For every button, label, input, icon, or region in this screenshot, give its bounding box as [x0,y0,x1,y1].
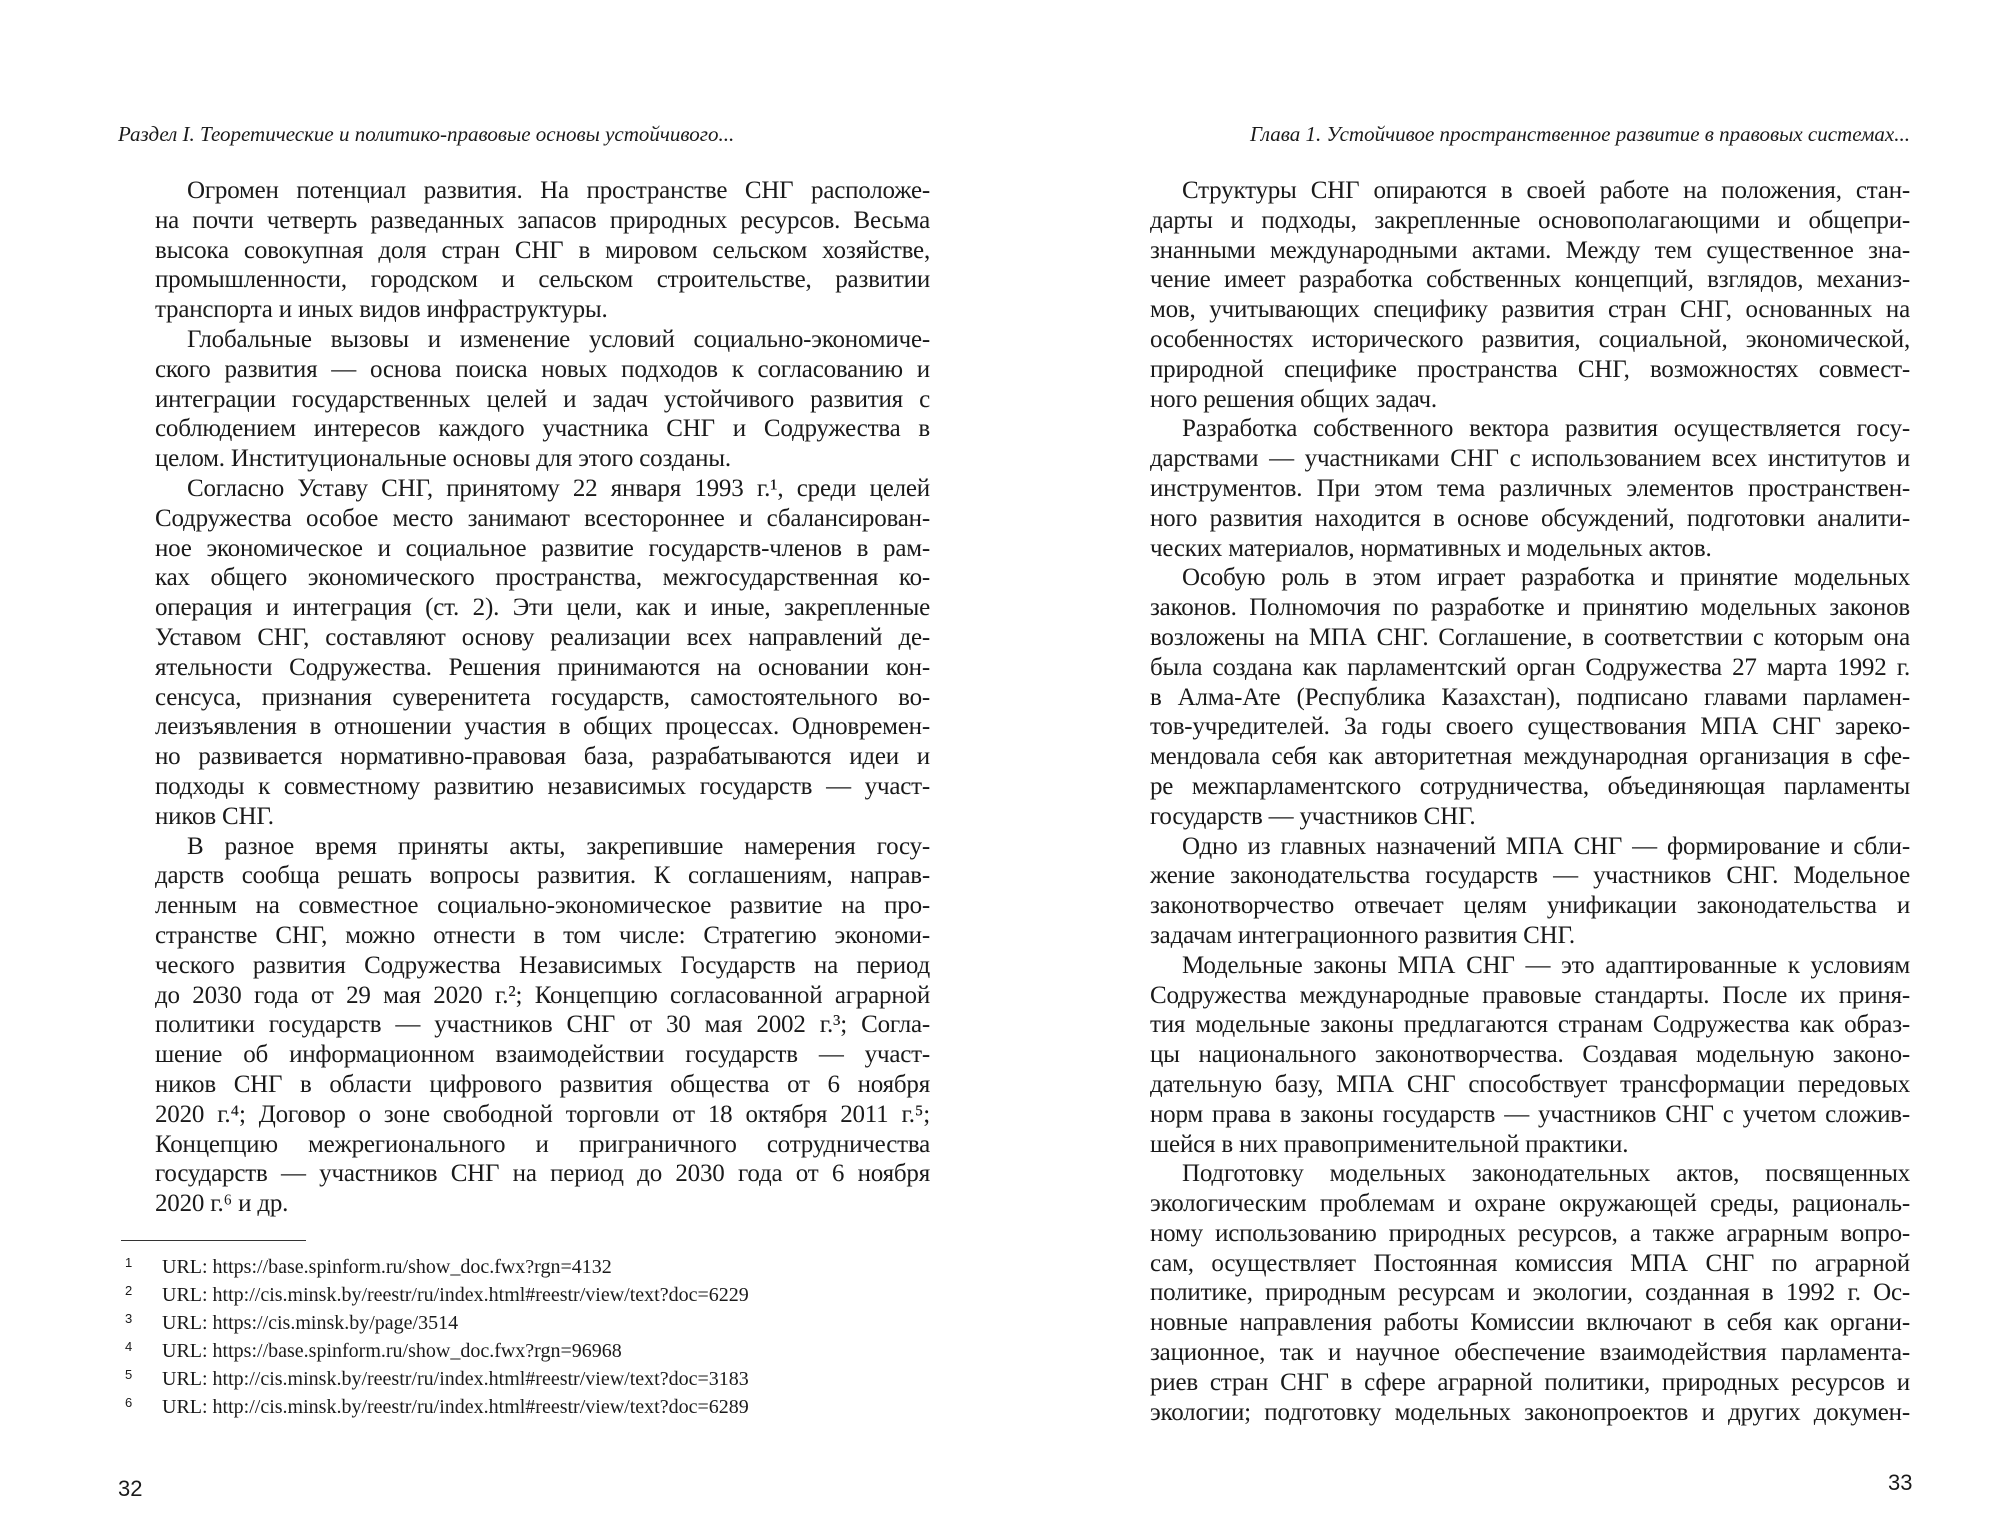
footnote-url: URL: https://base.spinform.ru/show_doc.fwx?rgn=4132 [162,1256,612,1278]
footnote-number: 2 [125,1283,133,1298]
footnote-number: 5 [125,1367,133,1382]
text-line: инструментов. При этом тема различных элементов пространствен- [1150,474,1910,502]
text-line: экологии; подготовку модельных законопроектов и других докумен- [1150,1398,1910,1426]
text-line: государств — участников СНГ на период до 2030 года от 6 ноября [155,1160,930,1188]
footnote-number: 3 [125,1311,133,1326]
text-line: интеграции государственных целей и задач устойчивого развития с [155,385,930,413]
footnote [125,1253,749,1281]
footnote [125,1309,749,1337]
text-line: экологическим проблемам и охране окружающей среды, рациональ- [1150,1190,1910,1218]
text-line: Особую роль в этом играет разработка и принятие модельных [1182,564,1910,592]
text-line: политики государств — участников СНГ от 30 мая 2002 г.³; Согла- [155,1011,930,1039]
text-line: 2020 г.⁴; Договор о зоне свободной торговли от 18 октября 2011 г.⁵; [155,1100,930,1128]
text-line: цы национального законотворчества. Создавая модельную законо- [1150,1041,1910,1069]
text-line: Содружества международные правовые стандарты. После их приня- [1150,981,1910,1009]
footnote-number: 4 [125,1339,133,1354]
footnote-url: URL: http://cis.minsk.by/reestr/ru/index.html#reestr/view/text?doc=6229 [162,1284,749,1306]
footnote-url: URL: http://cis.minsk.by/reestr/ru/index.html#reestr/view/text?doc=6289 [162,1396,749,1418]
body-text [1150,176,1910,1427]
text-line: знанными международными актами. Между тем существенное зна- [1150,236,1910,264]
footnote-url: URL: https://base.spinform.ru/show_doc.fwx?rgn=96968 [162,1340,622,1362]
text-line: ного решения общих задач. [1150,385,1437,413]
running-header: Глава 1. Устойчивое пространственное развитие в правовых системах... [1250,122,1910,146]
text-line: ного развития находится в основе обсуждений, подготовки аналити- [1150,504,1910,532]
text-line: Модельные законы МПА СНГ — это адаптированные к условиям [1182,951,1910,979]
text-line: особенностях исторического развития, социальной, экономической, [1150,325,1910,353]
text-line: в Алма-Ате (Республика Казахстан), подписано главами парламен- [1150,683,1910,711]
page-number: 33 [1888,1470,1913,1495]
text-line: законотворчество отвечает целям унификации законодательства и [1150,892,1910,920]
text-line: зационное, так и научное обеспечение взаимодействия парламента- [1150,1339,1910,1367]
running-header: Раздел I. Теоретические и политико-правовые основы устойчивого... [118,122,735,146]
text-line: но развивается нормативно-правовая база, разрабатываются идеи и [155,743,930,771]
text-line: операция и интеграция (ст. 2). Эти цели, как и иные, закрепленные [155,594,930,622]
text-line: тов-учредителей. За годы своего существования МПА СНГ зареко- [1150,713,1910,741]
body-text [155,176,930,1219]
paragraph [1150,951,1910,1160]
text-line: тия модельные законы предлагаются странам Содружества как образ- [1150,1011,1910,1039]
text-line: подходы к совместному развитию независимых государств — участ- [155,772,930,800]
text-line: ленным на совместное социально-экономическое развитие на про- [155,892,930,920]
paragraph [155,474,930,832]
paragraph [155,325,930,474]
text-line: государств — участников СНГ. [1150,802,1476,830]
text-line: задачам интеграционного развития СНГ. [1150,921,1575,949]
footnote-number: 1 [125,1255,133,1270]
footnote-number: 6 [125,1395,133,1410]
text-line: Разработка собственного вектора развития осуществляется госу- [1182,415,1910,443]
footnote-url: URL: https://cis.minsk.by/page/3514 [162,1312,459,1334]
text-line: ное экономическое и социальное развитие государств-членов в рам- [155,534,930,562]
text-line: Концепцию межрегионального и приграничного сотрудничества [155,1130,930,1158]
text-line: мов, учитывающих специфику развития стран СНГ, основанных на [1150,296,1910,324]
text-line: ников СНГ в области цифрового развития общества от 6 ноября [155,1070,930,1098]
footnote [125,1393,749,1421]
text-line: дарств сообща решать вопросы развития. К соглашениям, направ- [155,862,930,890]
footnote-separator [121,1240,306,1241]
text-line: законов. Полномочия по разработке и принятию модельных законов [1150,594,1910,622]
text-line: шейся в них правоприменительной практики. [1150,1130,1629,1158]
text-line: ятельности Содружества. Решения принимаются на основании кон- [155,653,930,681]
text-line: чение имеет разработка собственных концепций, взглядов, механиз- [1150,266,1910,294]
paragraph [1150,176,1910,414]
text-line: была создана как парламентский орган Содружества 27 марта 1992 г. [1150,653,1910,681]
text-line: Содружества особое место занимают всестороннее и сбалансирован- [155,504,930,532]
text-line: дательную базу, МПА СНГ способствует трансформации передовых [1150,1070,1910,1098]
paragraph [1150,414,1910,563]
text-line: Огромен потенциал развития. На пространстве СНГ расположе- [187,177,930,204]
text-line: высока совокупная доля стран СНГ в мировом сельском хозяйстве, [155,236,930,264]
text-line: Согласно Уставу СНГ, принятому 22 января 1993 г.¹, среди целей [187,474,930,502]
right-page [1000,0,2000,1530]
footnote [125,1365,749,1393]
text-line: сам, осуществляет Постоянная комиссия МПА СНГ по аграрной [1150,1249,1910,1277]
footnote [125,1281,749,1309]
text-line: ре межпарламентского сотрудничества, объединяющая парламенты [1150,772,1910,800]
footnote [125,1337,749,1365]
text-line: транспорта и иных видов инфраструктуры. [155,296,608,324]
text-line: Уставом СНГ, составляют основу реализации всех направлений де- [155,623,930,651]
text-line: возложены на МПА СНГ. Соглашение, в соответствии с которым она [1150,623,1910,651]
footnote-url: URL: http://cis.minsk.by/reestr/ru/index.html#reestr/view/text?doc=3183 [162,1368,749,1390]
text-line: дарствами — участниками СНГ с использованием всех институтов и [1150,445,1910,473]
text-line: мендовала себя как авторитетная международная организация в сфе- [1150,743,1910,771]
text-line: Одно из главных назначений МПА СНГ — формирование и сбли- [1182,832,1910,860]
text-line: на почти четверть разведанных запасов природных ресурсов. Весьма [155,206,930,234]
text-line: В разное время приняты акты, закрепившие намерения госу- [187,832,930,860]
text-line: дарты и подходы, закрепленные основополагающими и общепри- [1150,206,1910,234]
text-line: ческих материалов, нормативных и модельных актов. [1150,534,1712,562]
text-line: Подготовку модельных законодательных актов, посвященных [1182,1160,1910,1188]
text-line: Структуры СНГ опираются в своей работе на положения, стан- [1182,177,1910,204]
text-line: ников СНГ. [155,802,274,830]
text-line: новные направления работы Комиссии включают в себя как органи- [1150,1309,1910,1337]
paragraph [1150,832,1910,951]
text-line: ского развития — основа поиска новых подходов к согласованию и [155,355,930,383]
text-line: Глобальные вызовы и изменение условий социально-экономиче- [187,325,930,353]
text-line: промышленности, городском и сельском строительстве, развитии [155,266,930,294]
text-line: леизъявления в отношении участия в общих процессах. Одновремен- [155,713,930,741]
page-number: 32 [118,1476,143,1501]
footnotes [125,1253,749,1421]
text-line: ках общего экономического пространства, межгосударственная ко- [155,564,930,592]
paragraph [155,832,930,1219]
text-line: странстве СНГ, можно отнести в том числе: Стратегию экономи- [155,921,930,949]
paragraph [1150,563,1910,831]
text-line: природной специфике пространства СНГ, возможностях совмест- [1150,355,1910,383]
text-line: политике, природным ресурсам и экологии, созданная в 1992 г. Ос- [1150,1279,1910,1307]
text-line: риев стран СНГ в сфере аграрной политики, природных ресурсов и [1150,1368,1910,1396]
paragraph [155,176,930,325]
text-line: сенсуса, признания суверенитета государств, самостоятельного во- [155,683,930,711]
text-line: целом. Институциональные основы для этого созданы. [155,445,731,473]
text-line: ческого развития Содружества Независимых Государств на период [155,951,930,979]
text-line: норм права в законы государств — участников СНГ с учетом сложив- [1150,1100,1910,1128]
text-line: 2020 г.⁶ и др. [155,1190,289,1218]
text-line: до 2030 года от 29 мая 2020 г.²; Концепцию согласованной аграрной [155,981,930,1009]
text-line: соблюдением интересов каждого участника СНГ и Содружества в [155,415,930,443]
text-line: шение об информационном взаимодействии государств — участ- [155,1041,930,1069]
paragraph [1150,1159,1910,1427]
text-line: жение законодательства государств — участников СНГ. Модельное [1150,862,1910,890]
text-line: ному использованию природных ресурсов, а также аграрным вопро- [1150,1219,1910,1247]
